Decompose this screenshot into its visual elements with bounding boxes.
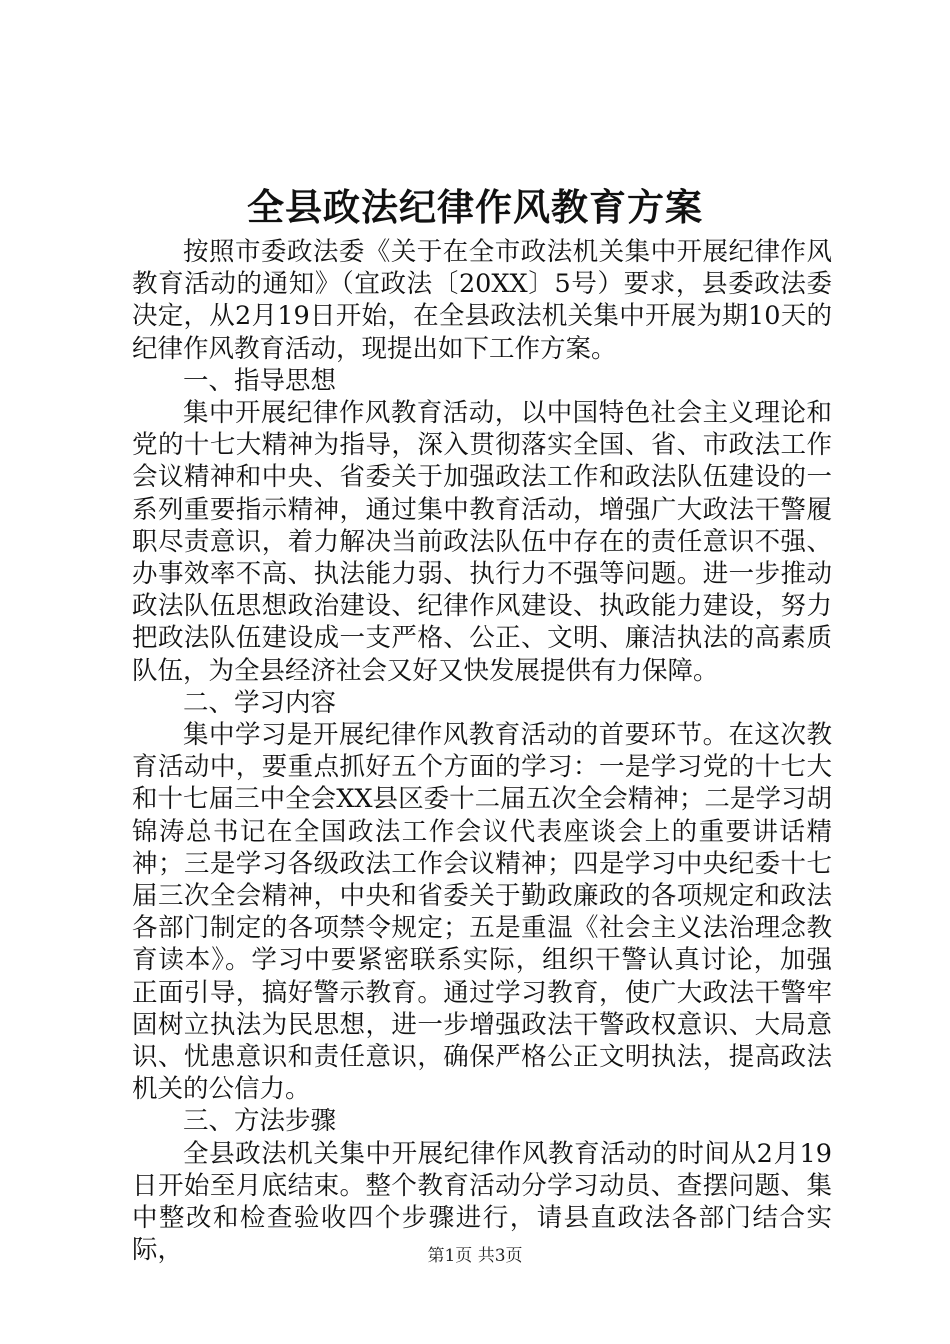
intro-paragraph: 按照市委政法委《关于在全市政法机关集中开展纪律作风教育活动的通知》（宜政法〔20XX〕5号）要求，县委政法委决定，从2月19日开始，在全县政法机关集中开展为期10天的纪律作风教育活动，现提出如下工作方案。 <box>132 237 832 364</box>
section-heading-guiding-thought: 一、指导思想 <box>183 365 337 396</box>
method-steps-paragraph: 全县政法机关集中开展纪律作风教育活动的时间从2月19日开始至月底结束。整个教育活动分学习动员、查摆问题、集中整改和检查验收四个步骤进行，请县直政法各部门结合实际， <box>132 1138 832 1266</box>
section-heading-study-content: 二、学习内容 <box>183 687 337 718</box>
document-title: 全县政法纪律作风教育方案 <box>247 185 703 229</box>
document-body <box>132 236 832 1267</box>
section-heading-method-steps: 三、方法步骤 <box>183 1106 337 1137</box>
guiding-thought-paragraph: 集中开展纪律作风教育活动，以中国特色社会主义理论和党的十七大精神为指导，深入贯彻落实全国、省、市政法工作会议精神和中央、省委关于加强政法工作和政法队伍建设的一系列重要指示精神，通过集中教育活动，增强广大政法干警履职尽责意识，着力解决当前政法队伍中存在的责任意识不强、办事效率不高、执法能力弱、执行力不强等问题。进一步推动政法队伍思想政治建设、纪律作风建设、执政能力建设，努力把政法队伍建设成一支严格、公正、文明、廉洁执法的高素质队伍，为全县经济社会又好又快发展提供有力保障。 <box>132 398 832 686</box>
page-number-footer: 第1页 共3页 <box>427 1246 523 1266</box>
study-content-paragraph: 集中学习是开展纪律作风教育活动的首要环节。在这次教育活动中，要重点抓好五个方面的学习：一是学习党的十七大和十七届三中全会XX县区委十二届五次全会精神；二是学习胡锦涛总书记在全国政法工作会议代表座谈会上的重要讲话精神；三是学习各级政法工作会议精神；四是学习中央纪委十七届三次全会精神，中央和省委关于勤政廉政的各项规定和政法各部门制定的各项禁令规定；五是重温《社会主义法治理念教育读本》。学习中要紧密联系实际，组织干警认真讨论，加强正面引导，搞好警示教育。通过学习教育，使广大政法干警牢固树立执法为民思想，进一步增强政法干警政权意识、大局意识、忧患意识和责任意识，确保严格公正文明执法，提高政法机关的公信力。 <box>132 720 832 1105</box>
